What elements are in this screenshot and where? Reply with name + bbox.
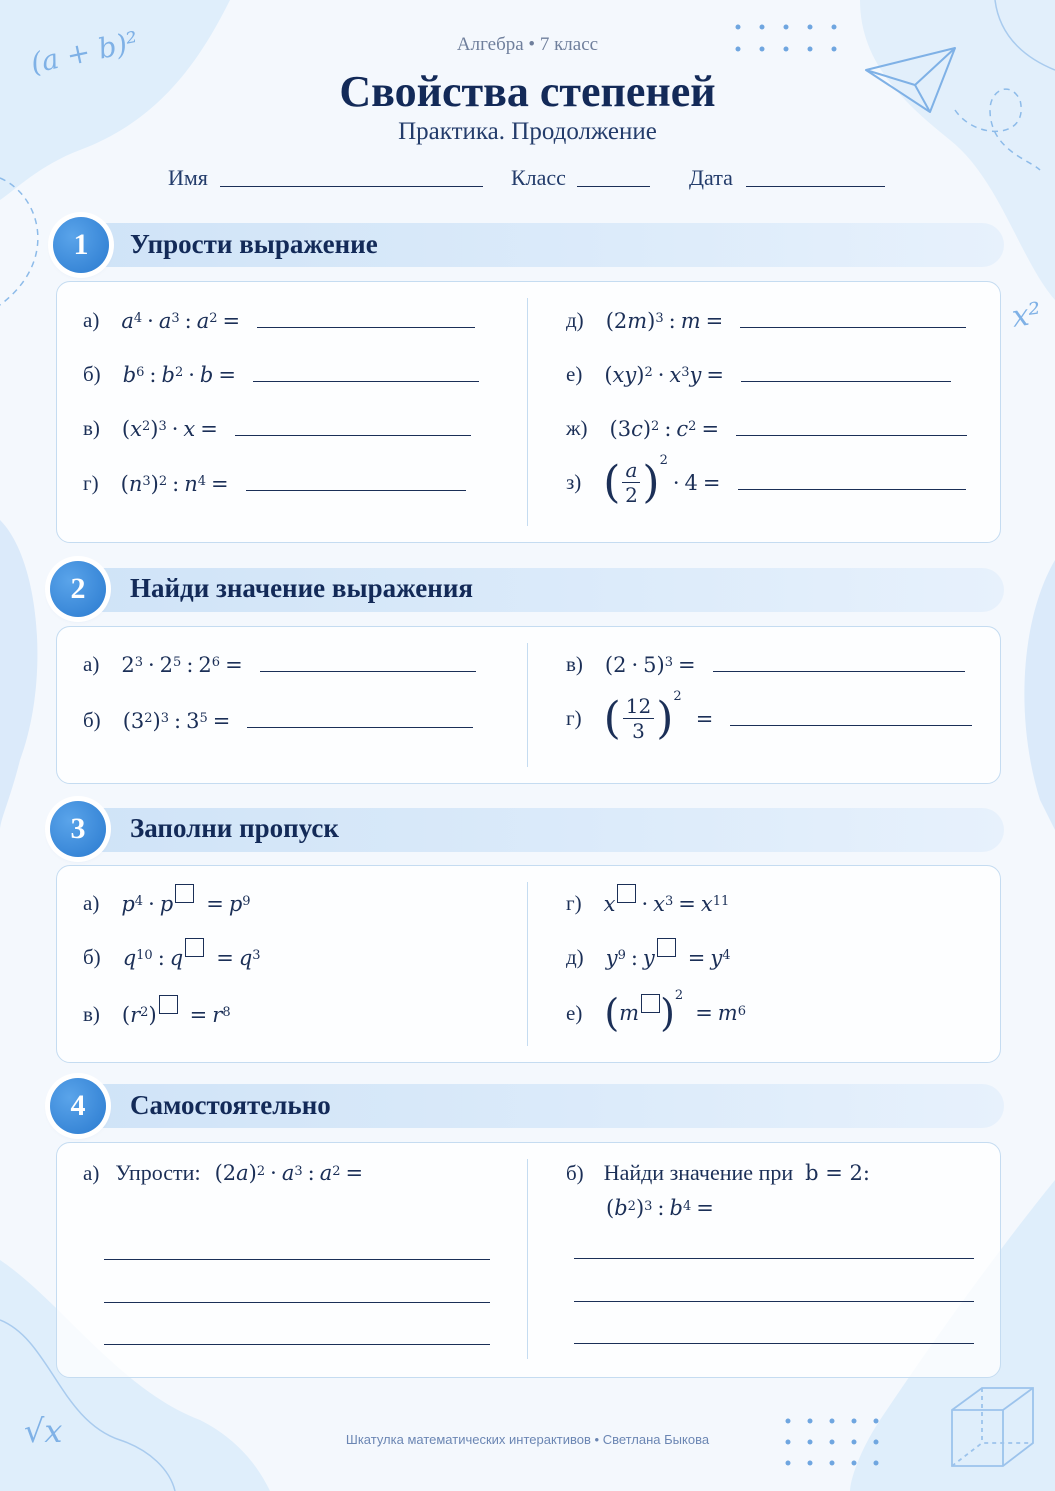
s3-expression: x · x $^3$ = x $^{11}$ [604, 892, 730, 916]
s2-item-b [83, 708, 473, 733]
s1-expression: b $^6$ : b $^2$ · b = [122, 362, 236, 387]
section-2-number: 2 [50, 561, 106, 617]
formula-top-right: x² [1009, 296, 1044, 335]
section-2-title: Найди значение выражения [130, 573, 474, 603]
s2-letter: в) [566, 652, 583, 676]
date-field[interactable] [746, 186, 885, 187]
s1-item-z [566, 453, 966, 508]
work-line[interactable] [574, 1258, 974, 1259]
page-subtitle: Практика. Продолжение [398, 118, 657, 145]
s1-item-g [83, 471, 466, 496]
name-label: Имя [168, 165, 208, 190]
section-4-number: 4 [50, 1078, 106, 1134]
date-label: Дата [689, 165, 733, 190]
section-3-divider [527, 882, 528, 1046]
blank-box[interactable] [641, 994, 660, 1013]
s3-letter: а) [83, 891, 100, 915]
s2-expression: ( $\frac{12}{3}$ ) $^2$ = [603, 689, 714, 744]
work-line[interactable] [104, 1302, 490, 1303]
s4-letter: а) [83, 1160, 100, 1185]
answer-line[interactable] [736, 435, 967, 436]
fraction-denominator: 3 [632, 719, 645, 743]
s1-expression: ( x $^2$ ) $^3$ · x = [121, 416, 218, 441]
s3-expression: q $^{10}$ : q = q $^3$ [123, 946, 261, 970]
s1-letter: е) [566, 362, 583, 386]
s2-letter: а) [83, 652, 100, 676]
s2-expression: (2 · 5) $^3$ = [604, 652, 696, 677]
answer-line[interactable] [253, 381, 479, 382]
s2-item-v [566, 652, 965, 677]
answer-line[interactable] [235, 435, 471, 436]
section-3-number: 3 [50, 801, 106, 857]
s1-letter: в) [83, 416, 100, 440]
s2-item-a [83, 652, 476, 677]
blank-box[interactable] [185, 938, 204, 957]
s1-letter: з) [566, 470, 582, 494]
blank-box[interactable] [159, 995, 178, 1014]
s1-expression: ( xy ) $^2$ · x $^3$ y = [604, 362, 725, 387]
s3-item-v [83, 1002, 231, 1027]
answer-line[interactable] [260, 671, 476, 672]
answer-line[interactable] [738, 489, 966, 490]
s3-item-e [566, 987, 746, 1035]
s3-expression: p $^4$ · p = p $^9$ [121, 892, 250, 916]
s1-expression: ( n $^3$ ) $^2$ : n $^4$ = [120, 471, 229, 496]
s1-expression: (2 m ) $^3$ : m = [605, 308, 724, 333]
answer-line[interactable] [247, 727, 473, 728]
section-3-title: Заполни пропуск [130, 813, 339, 843]
s4-item-b [566, 1160, 870, 1186]
s1-expression: ( $\frac{a}{2}$ ) $^2$ · 4 = [603, 453, 721, 508]
s3-letter: е) [566, 1000, 583, 1025]
s1-item-e [566, 362, 951, 387]
s2-letter: б) [83, 708, 101, 732]
s1-letter: г) [83, 471, 99, 495]
page-title: Свойства степеней [339, 67, 716, 116]
s4-expression: ( b $^2$ ) $^3$ : b $^4$ = [606, 1196, 714, 1220]
section-1-number: 1 [53, 217, 109, 273]
footer-credit: Шкатулка математических интерактивов • Светлана Быкова [345, 1432, 710, 1447]
s4-expression: (2 a ) $^2$ · a $^3$ : a $^2$ = [214, 1161, 364, 1185]
section-4-divider [527, 1159, 528, 1359]
s3-item-b [83, 945, 261, 970]
s3-item-g [566, 891, 729, 916]
subject-label: Алгебра • 7 класс [456, 34, 599, 55]
formula-bottom-left: √x [24, 1412, 63, 1450]
s3-letter: д) [566, 945, 584, 969]
s1-expression: (3 c ) $^2$ : c $^2$ = [609, 416, 720, 441]
answer-line[interactable] [257, 327, 475, 328]
s3-letter: в) [83, 1002, 100, 1026]
blank-box[interactable] [617, 884, 636, 903]
s3-expression: ( m ) $^2$ = m $^6$ [604, 987, 746, 1035]
section-2-divider [527, 643, 528, 767]
s1-item-v [83, 416, 471, 441]
s1-expression: a $^4$ · a $^3$ : a $^2$ = [121, 308, 241, 333]
class-label: Класс [511, 165, 566, 190]
s1-item-zh [566, 416, 967, 441]
blank-box[interactable] [175, 884, 194, 903]
s4-b-condition: b = 2: [805, 1161, 870, 1185]
s3-letter: г) [566, 891, 582, 915]
s4-letter: б) [566, 1160, 584, 1185]
work-line[interactable] [104, 1259, 490, 1260]
s4-item-a [83, 1160, 368, 1186]
answer-line[interactable] [246, 490, 466, 491]
class-field[interactable] [577, 186, 650, 187]
work-line[interactable] [574, 1301, 974, 1302]
s3-expression: ( r $^2$ ) = r $^8$ [122, 1003, 231, 1027]
s2-item-g [566, 689, 972, 744]
s3-item-d [566, 945, 731, 970]
work-line[interactable] [104, 1344, 490, 1345]
answer-line[interactable] [741, 381, 951, 382]
s4-b-instruction: Найди значение при [603, 1160, 794, 1185]
name-field[interactable] [220, 186, 483, 187]
s3-item-a [83, 891, 251, 916]
s1-item-a [83, 308, 475, 333]
blank-box[interactable] [657, 938, 676, 957]
s4-a-instruction: Упрости: [115, 1160, 201, 1185]
fraction-numerator: 12 [623, 694, 654, 719]
s2-expression: (3 $^2$ ) $^3$ : 3 $^5$ = [122, 708, 231, 733]
s1-letter: д) [566, 308, 584, 332]
section-4-title: Самостоятельно [130, 1090, 331, 1120]
s1-letter: б) [83, 362, 101, 386]
s2-expression: 2 $^3$ · 2 $^5$ : 2 $^6$ = [121, 652, 243, 677]
s1-letter: ж) [566, 416, 588, 440]
answer-line[interactable] [713, 671, 965, 672]
section-1-title: Упрости выражение [130, 229, 378, 259]
s1-letter: а) [83, 308, 100, 332]
answer-line[interactable] [740, 327, 966, 328]
s1-item-b [83, 362, 479, 387]
s3-letter: б) [83, 945, 101, 969]
s1-item-d [566, 308, 966, 333]
answer-line[interactable] [730, 725, 972, 726]
formula-top-left: (a + b)² [27, 25, 142, 80]
s2-letter: г) [566, 706, 582, 730]
work-line[interactable] [574, 1343, 974, 1344]
s3-expression: y $^9$ : y = y $^4$ [606, 946, 731, 970]
section-1-divider [527, 298, 528, 526]
s4-item-b-expression [606, 1196, 719, 1220]
